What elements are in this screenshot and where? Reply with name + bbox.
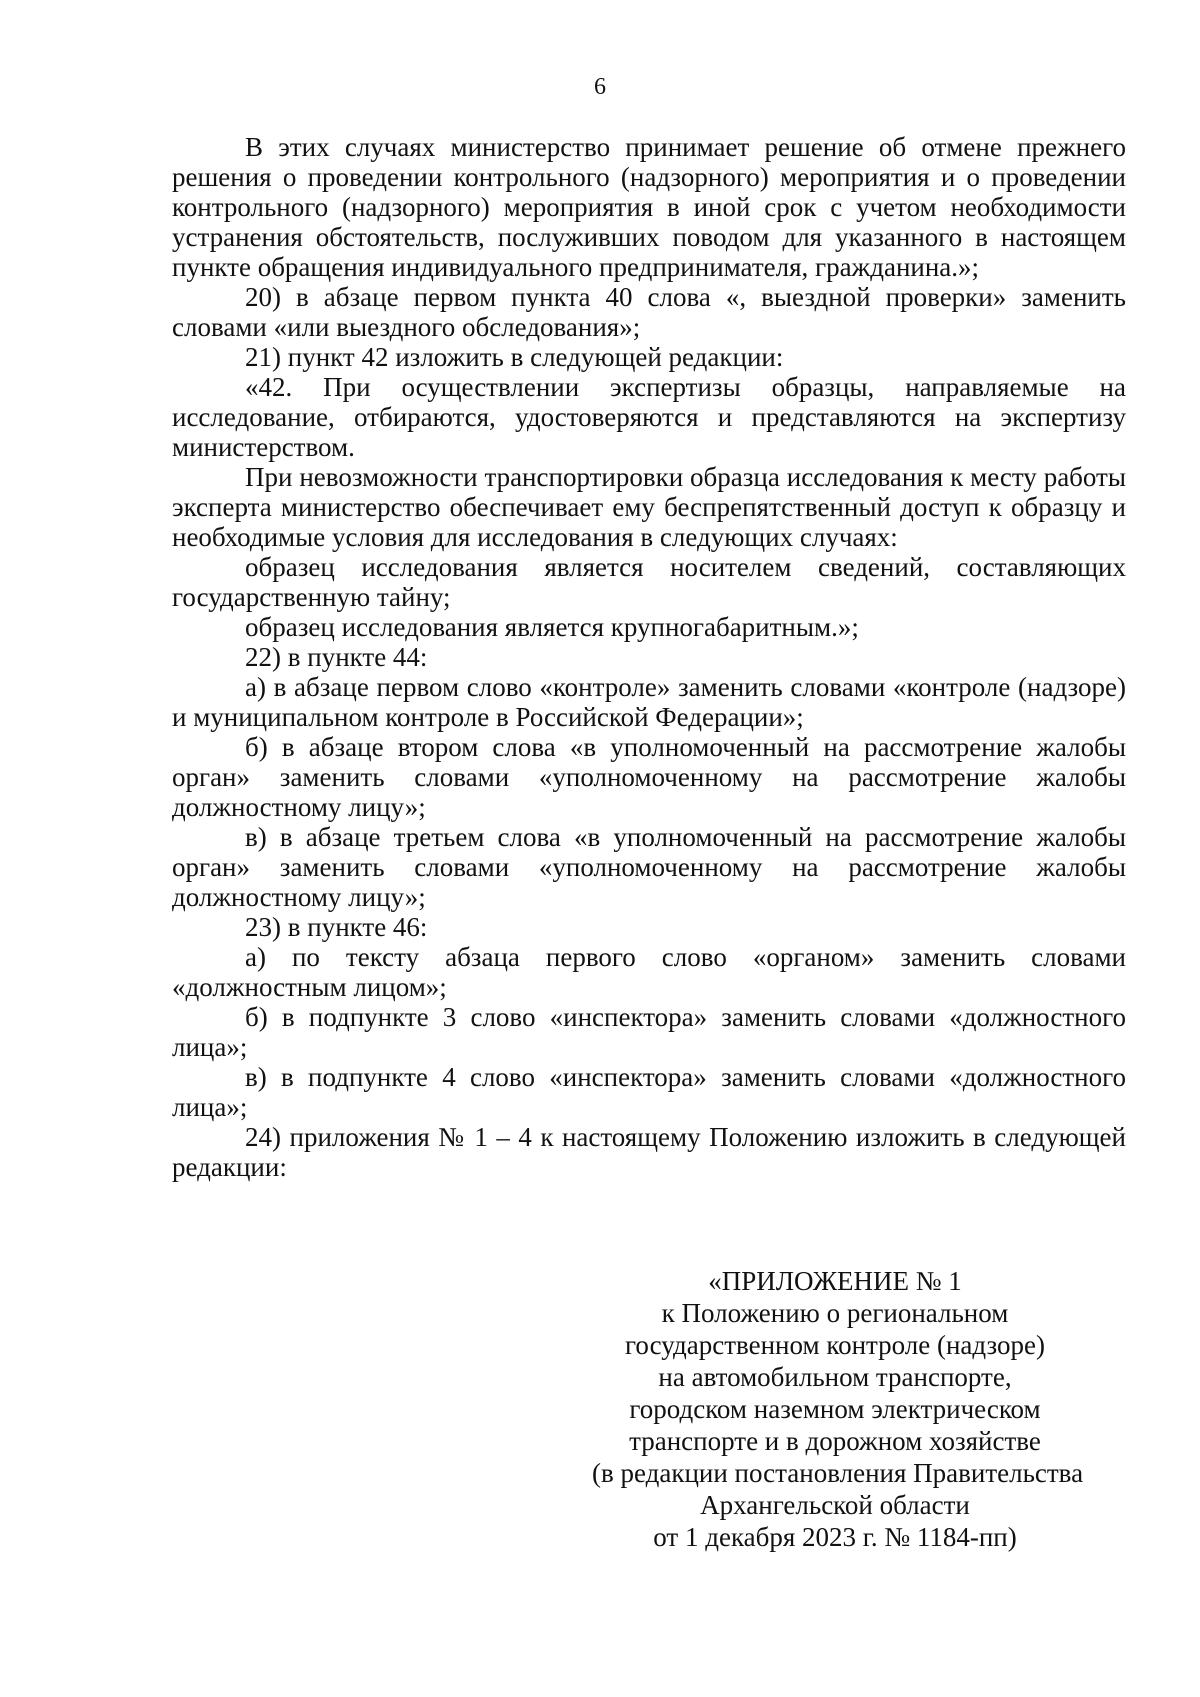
document-body	[172, 132, 1126, 1182]
appendix-line: государственном контроле (надзоре)	[625, 1330, 1045, 1360]
paragraph: 21) пункт 42 изложить в следующей редакции:	[245, 342, 784, 372]
appendix-header	[592, 1265, 1084, 1553]
page-number: 6	[594, 74, 606, 100]
appendix-line: от 1 декабря 2023 г. № 1184-пп)	[653, 1522, 1017, 1552]
paragraph: б) в абзаце втором слова «в уполномоченный на рассмотрение жалобы орган» заменить словами «уполномоченному на рассмотрение жалобы должностному лицу»;	[172, 732, 1126, 822]
paragraph: б) в подпункте 3 слово «инспектора» заменить словами «должностного лица»;	[172, 1002, 1126, 1062]
paragraph: образец исследования является носителем сведений, составляющих государственную тайну;	[172, 552, 1126, 612]
appendix-line: (в редакции постановления Правительства	[592, 1458, 1084, 1488]
appendix-line: на автомобильном транспорте,	[658, 1362, 1012, 1392]
paragraph: При невозможности транспортировки образца исследования к месту работы эксперта министерство обеспечивает ему беспрепятственный доступ к образцу и необходимые условия для исследования в следующих случаях:	[172, 462, 1126, 552]
appendix-line: Архангельской области	[700, 1490, 970, 1520]
paragraph: 22) в пункте 44:	[245, 642, 428, 672]
appendix-line: транспорте и в дорожном хозяйстве	[629, 1426, 1041, 1456]
paragraph: в) в абзаце третьем слова «в уполномоченный на рассмотрение жалобы орган» заменить словами «уполномоченному на рассмотрение жалобы должностному лицу»;	[172, 822, 1126, 912]
paragraph: В этих случаях министерство принимает решение об отмене прежнего решения о проведении контрольного (надзорного) мероприятия и о проведении контрольного (надзорного) мероприятия в иной срок с учетом необходимости устранения обстоятельств, послуживших поводом для указанного в настоящем пункте обращения индивидуального предпринимателя, гражданина.»;	[172, 132, 1126, 282]
paragraph: 23) в пункте 46:	[245, 912, 428, 942]
paragraph: «42. При осуществлении экспертизы образцы, направляемые на исследование, отбираются, удостоверяются и представляются на экспертизу министерством.	[172, 372, 1126, 462]
paragraph: а) в абзаце первом слово «контроле» заменить словами «контроле (надзоре) и муниципальном контроле в Российской Федерации»;	[172, 672, 1126, 732]
paragraph: а) по тексту абзаца первого слово «органом» заменить словами «должностным лицом»;	[172, 942, 1126, 1002]
paragraph: 20) в абзаце первом пункта 40 слова «, выездной проверки» заменить словами «или выездного обследования»;	[172, 282, 1126, 342]
paragraph: образец исследования является крупногабаритным.»;	[245, 612, 859, 642]
appendix-line: городском наземном электрическом	[629, 1394, 1041, 1424]
appendix-title: «ПРИЛОЖЕНИЕ № 1	[708, 1266, 962, 1296]
paragraph: 24) приложения № 1 – 4 к настоящему Положению изложить в следующей редакции:	[172, 1122, 1126, 1182]
appendix-line: к Положению о региональном	[661, 1298, 1009, 1328]
paragraph: в) в подпункте 4 слово «инспектора» заменить словами «должностного лица»;	[172, 1062, 1126, 1122]
